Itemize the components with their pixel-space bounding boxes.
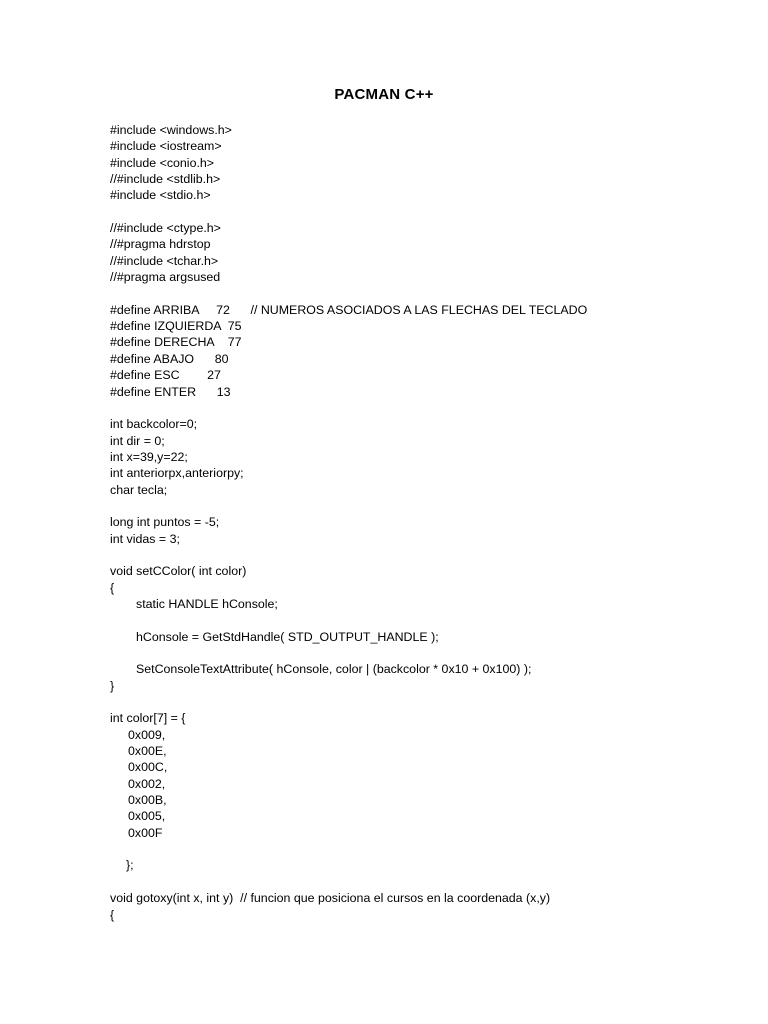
code-line: #define ABAJO 80: [110, 351, 229, 366]
code-line: #define IZQUIERDA 75: [110, 319, 242, 334]
code-line: //#pragma argsused: [110, 270, 221, 285]
code-line: //#include <stdlib.h>: [110, 172, 221, 187]
code-line: [110, 498, 750, 514]
code-listing: [110, 122, 750, 923]
code-line: int color[7] = {: [110, 711, 186, 726]
code-line: SetConsoleTextAttribute( hConsole, color | (backcolor * 0x10 + 0x100) );: [136, 662, 532, 677]
code-line: int anteriorpx,anteriorpy;: [110, 466, 244, 481]
code-line: int dir = 0;: [110, 433, 165, 448]
code-line: 0x002,: [128, 776, 166, 791]
code-line: long int puntos = -5;: [110, 515, 220, 530]
code-line: [110, 285, 750, 301]
code-line: {: [110, 580, 115, 595]
code-line: 0x009,: [128, 727, 166, 742]
code-line: [110, 547, 750, 563]
code-line: [110, 400, 750, 416]
code-line: hConsole = GetStdHandle( STD_OUTPUT_HANDLE );: [136, 629, 439, 644]
code-line: char tecla;: [110, 482, 168, 497]
code-line: #define DERECHA 77: [110, 335, 242, 350]
code-line: [110, 612, 750, 628]
code-line: //#pragma hdrstop: [110, 237, 211, 252]
code-line: //#include <tchar.h>: [110, 253, 219, 268]
code-line: #define ESC 27: [110, 368, 221, 383]
code-line: {: [110, 907, 115, 922]
code-line: [110, 694, 750, 710]
code-line: 0x005,: [128, 809, 166, 824]
code-line: #include <windows.h>: [110, 123, 232, 137]
code-line: //#include <ctype.h>: [110, 221, 221, 236]
document-title: PACMAN C++: [334, 86, 434, 103]
code-line: void setCColor( int color): [110, 564, 247, 579]
code-line: };: [126, 858, 134, 873]
code-line: #include <iostream>: [110, 139, 222, 154]
code-line: #define ARRIBA 72 // NUMEROS ASOCIADOS A LAS FLECHAS DEL TECLADO: [110, 302, 588, 317]
code-line: }: [110, 678, 115, 693]
code-line: static HANDLE hConsole;: [136, 596, 278, 611]
code-line: int backcolor=0;: [110, 417, 198, 432]
code-line: [110, 204, 750, 220]
code-line: 0x00F: [128, 825, 163, 840]
code-line: [110, 645, 750, 661]
code-line: 0x00E,: [128, 744, 167, 759]
code-line: 0x00C,: [128, 760, 168, 775]
code-line: void gotoxy(int x, int y) // funcion que posiciona el cursos en la coordenada (x,y): [110, 891, 551, 906]
code-line: int x=39,y=22;: [110, 449, 188, 464]
code-line: [110, 874, 750, 890]
code-line: #include <conio.h>: [110, 155, 215, 170]
code-line: 0x00B,: [128, 793, 167, 808]
code-line: [110, 841, 750, 857]
code-line: int vidas = 3;: [110, 531, 180, 546]
code-line: #include <stdio.h>: [110, 188, 211, 203]
code-line: #define ENTER 13: [110, 384, 231, 399]
